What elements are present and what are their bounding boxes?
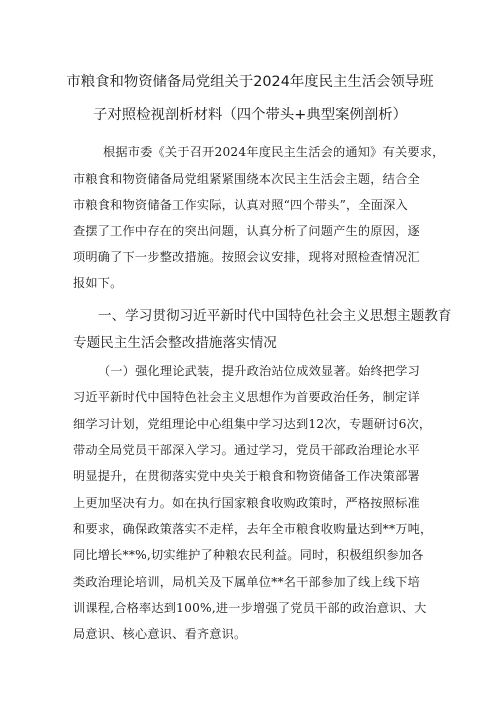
- body-paragraph-line: 和要求，确保政策落实不走样，去年全市粮食收购量达到**万吨，: [73, 522, 433, 536]
- intro-paragraph-line: 项明确了下一步整改措施。按照会议安排，现将对照检查情况汇: [73, 250, 420, 264]
- intro-paragraph-line: 查摆了工作中存在的突出问题，认真分析了问题产生的原因，逐: [73, 224, 420, 238]
- body-paragraph-line: 上更加坚决有力。如在执行国家粮食收购政策时，严格按照标准: [73, 496, 420, 510]
- body-paragraph-line: 同比增长**%,切实维护了种粮农民利益。同时，积极组织参加各: [73, 548, 424, 562]
- body-paragraph-line: 明显提升，在贯彻落实党中央关于粮食和物资储备工作决策部署: [73, 469, 420, 483]
- section-heading-line-1: 一、学习贯彻习近平新时代中国特色社会主义思想主题教育: [98, 308, 452, 324]
- document-title-line-1: 市粮食和物资储备局党组关于2024年度民主生活会领导班: [66, 74, 434, 90]
- body-paragraph-line: 训课程,合格率达到100%,进一步增强了党员干部的政治意识、大: [73, 601, 427, 615]
- document-title-line-2: 子对照检视剖析材料（四个带头+典型案例剖析）: [93, 107, 407, 123]
- body-paragraph-line: （一）强化理论武装，提升政治站位成效显著。始终把学习: [98, 364, 421, 378]
- intro-paragraph-line: 市粮食和物资储备局党组紧紧围绕本次民主生活会主题，结合全: [73, 172, 420, 186]
- body-paragraph-line: 带动全局党员干部深入学习。通过学习，党员干部政治理论水平: [73, 443, 420, 457]
- intro-paragraph-line: 市粮食和物资储备工作实际，认真对照“四个带头”，全面深入: [73, 198, 408, 212]
- body-paragraph-line: 类政治理论培训，局机关及下属单位**名干部参加了线上线下培: [73, 575, 421, 589]
- body-paragraph-line: 局意识、核心意识、看齐意识。: [73, 627, 247, 641]
- intro-paragraph-line: 根据市委《关于召开2024年度民主生活会的通知》有关要求，: [103, 145, 445, 159]
- body-paragraph-line: 习近平新时代中国特色社会主义思想作为首要政治任务，制定详: [73, 390, 420, 404]
- section-heading-line-2: 专题民主生活会整改措施落实情况: [73, 335, 277, 351]
- body-paragraph-line: 细学习计划，党组理论中心组集中学习达到12次，专题研讨6次，: [73, 417, 432, 431]
- intro-paragraph-line: 报如下。: [73, 276, 123, 290]
